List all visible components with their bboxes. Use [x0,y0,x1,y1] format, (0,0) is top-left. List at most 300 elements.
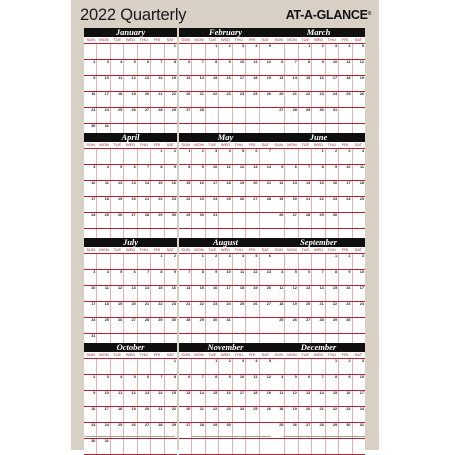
day-cell [192,302,205,317]
day-cell [326,407,339,422]
day-number: 28 [158,423,163,427]
day-cell [219,44,232,59]
weekday-label: TUE [113,247,122,252]
day-number: 25 [279,423,284,427]
day-number: 21 [199,92,204,96]
day-cell [97,270,110,285]
day-cell [326,60,339,75]
day-cell [299,165,312,180]
week-row [272,254,365,270]
day-number: 18 [104,197,109,201]
day-cell [233,149,246,164]
day-number: 11 [253,60,258,64]
day-number: 21 [306,197,311,201]
weekday-label: TUE [301,142,310,147]
day-cell [111,286,124,301]
day-number: 30 [346,423,351,427]
day-cell [353,60,365,75]
day-cell [111,407,124,422]
day-number: 2 [173,149,176,153]
day-cell [233,44,246,59]
day-cell [179,318,192,333]
day-cell [192,213,205,228]
month-name: September [272,238,365,247]
day-number: 29 [158,213,163,217]
day-cell [233,359,246,374]
day-cell [326,76,339,91]
day-cell [246,302,259,317]
day-cell [326,359,339,374]
day-number: 11 [346,60,351,64]
month-day-grid [179,254,272,350]
week-row [179,76,272,92]
day-cell [206,391,219,406]
day-number: 18 [253,391,258,395]
day-number: 19 [253,286,258,290]
day-number: 9 [348,375,351,379]
day-cell [84,407,97,422]
day-cell [84,92,97,107]
weekday-label: SAT [166,142,175,147]
day-number: 21 [292,92,297,96]
day-number: 6 [188,375,191,379]
day-cell [97,286,110,301]
month-march [272,28,365,140]
day-number: 15 [158,181,163,185]
day-cell [192,181,205,196]
day-cell [246,375,259,390]
weekday-label: WED [220,352,231,357]
day-cell [124,318,137,333]
day-cell [326,286,339,301]
day-number: 24 [239,407,245,411]
day-cell [260,92,272,107]
day-number: 18 [226,181,231,185]
weekday-label: FRI [153,37,161,42]
day-number: 5 [281,165,284,169]
weekday-label: THU [234,247,243,252]
day-cell [151,44,164,59]
weekday-label: SAT [261,142,270,147]
day-number: 25 [239,302,245,306]
week-row [84,149,177,165]
day-cell [246,270,259,285]
day-cell [233,391,246,406]
day-cell [219,254,232,269]
day-number: 22 [319,197,324,201]
day-cell [353,318,365,333]
day-cell [272,254,285,269]
day-cell [138,181,151,196]
day-number: 6 [146,60,150,64]
day-number: 27 [186,108,191,112]
footer-fine-print-left [85,436,175,437]
day-number: 11 [104,286,109,290]
day-cell [206,286,219,301]
weekday-label: SUN [181,247,190,252]
day-number: 2 [334,149,338,153]
day-cell [192,375,205,390]
day-cell [111,181,124,196]
day-cell [165,302,177,317]
day-cell [272,270,285,285]
day-number: 17 [91,302,96,306]
day-number: 1 [334,359,338,363]
day-number: 25 [104,318,109,322]
week-row [179,92,272,108]
day-number: 22 [171,407,176,411]
day-cell [97,76,110,91]
day-cell [192,318,205,333]
day-number: 6 [188,60,191,64]
day-cell [312,92,325,107]
weekday-label: TUE [301,37,310,42]
day-number: 4 [281,375,284,379]
day-number: 25 [118,423,123,427]
day-cell [138,213,151,228]
day-cell [312,213,325,228]
week-row [84,270,177,286]
day-cell [84,391,97,406]
day-cell [138,149,151,164]
day-cell [219,108,232,123]
day-cell [97,181,110,196]
day-number: 16 [332,181,338,185]
weekday-label: MON [99,247,109,252]
day-cell [84,286,97,301]
day-cell [233,165,246,180]
day-cell [285,302,298,317]
weekday-label: THU [139,352,148,357]
day-number: 21 [158,407,163,411]
day-cell [165,375,177,390]
day-cell [299,44,312,59]
day-number: 27 [186,423,191,427]
month-name: June [272,133,365,142]
day-cell [97,302,110,317]
day-cell [353,391,365,406]
day-cell [206,254,219,269]
week-row [179,108,272,124]
day-cell [299,254,312,269]
day-number: 17 [213,181,218,185]
day-cell [206,407,219,422]
day-cell [179,302,192,317]
weekday-header-row [272,352,365,359]
weekday-label: SUN [181,352,190,357]
day-cell [84,76,97,91]
day-cell [97,149,110,164]
day-cell [111,254,124,269]
day-cell [124,165,137,180]
day-number: 15 [171,76,176,80]
day-number: 23 [226,92,231,96]
week-row [272,407,365,423]
day-cell [165,213,177,228]
day-number: 3 [334,44,338,48]
day-cell [339,270,352,285]
month-day-grid [272,44,365,140]
day-number: 7 [160,60,163,64]
week-row [272,60,365,76]
day-number: 12 [118,286,123,290]
day-cell [285,270,298,285]
day-cell [260,375,272,390]
week-row [84,60,177,76]
day-cell [260,60,272,75]
day-number: 31 [91,334,96,338]
day-cell [339,108,352,123]
day-number: 19 [292,302,297,306]
weekday-label: MON [194,247,204,252]
day-number: 15 [171,391,176,395]
day-number: 19 [239,181,245,185]
day-number: 15 [319,181,324,185]
day-number: 7 [268,149,271,153]
day-cell [339,391,352,406]
weekday-label: THU [234,37,243,42]
day-number: 5 [255,254,258,258]
day-number: 14 [306,181,311,185]
day-number: 10 [332,60,338,64]
week-row [179,197,272,213]
weekday-header-row [84,247,177,254]
day-cell [138,108,151,123]
day-cell [272,181,285,196]
weekday-label: FRI [153,352,161,357]
weekday-label: SAT [354,352,363,357]
month-name: October [84,343,177,352]
brand-logo: AT-A-GLANCE® [285,8,371,22]
day-cell [179,60,192,75]
day-cell [151,407,164,422]
day-cell [326,302,339,317]
day-number: 28 [199,108,204,112]
day-cell [299,391,312,406]
day-cell [246,407,259,422]
day-number: 1 [160,254,163,258]
day-cell [206,108,219,123]
day-number: 28 [144,318,150,322]
day-cell [179,108,192,123]
day-cell [353,76,365,91]
day-cell [206,270,219,285]
day-cell [233,302,246,317]
day-number: 7 [146,165,150,169]
day-number: 15 [213,391,218,395]
day-cell [339,181,352,196]
day-number: 26 [266,92,271,96]
day-number: 29 [332,423,338,427]
day-cell [353,149,365,164]
day-number: 19 [131,407,136,411]
week-row [179,60,272,76]
day-number: 3 [361,359,364,363]
day-cell [84,213,97,228]
day-number: 9 [228,375,231,379]
day-number: 13 [131,181,136,185]
day-cell [299,407,312,422]
day-number: 13 [306,391,311,395]
day-cell [339,375,352,390]
week-row [272,181,365,197]
day-cell [84,375,97,390]
day-number: 26 [239,197,245,201]
weekday-label: TUE [301,352,310,357]
weekday-label: WED [125,352,136,357]
day-number: 17 [226,286,231,290]
day-number: 11 [279,391,284,395]
day-number: 18 [359,181,364,185]
day-number: 22 [158,302,163,306]
month-name: August [179,238,272,247]
day-number: 30 [226,423,231,427]
week-row [179,165,272,181]
day-cell [353,44,365,59]
day-number: 19 [118,302,123,306]
day-number: 31 [104,124,109,128]
week-row [272,165,365,181]
weekday-label: FRI [341,37,349,42]
day-number: 8 [188,165,191,169]
day-number: 13 [186,391,191,395]
wall-calendar-poster [71,0,379,450]
day-cell [97,254,110,269]
weekday-label: TUE [208,37,217,42]
day-number: 4 [106,270,109,274]
day-cell [326,391,339,406]
day-cell [233,254,246,269]
day-number: 5 [268,44,271,48]
day-number: 12 [266,60,271,64]
weekday-label: TUE [113,352,122,357]
weekday-label: THU [139,37,148,42]
weekday-label: WED [220,37,231,42]
day-cell [151,318,164,333]
day-number: 4 [120,375,123,379]
day-cell [192,254,205,269]
day-cell [192,407,205,422]
week-row [84,254,177,270]
day-cell [246,76,259,91]
week-row [272,197,365,213]
day-cell [84,318,97,333]
week-row [84,375,177,391]
day-cell [326,149,339,164]
day-number: 1 [201,254,204,258]
day-number: 10 [359,375,364,379]
weekday-label: WED [313,37,324,42]
day-number: 9 [321,60,324,64]
day-cell [111,359,124,374]
day-cell [111,108,124,123]
day-number: 21 [158,92,163,96]
day-number: 11 [118,391,123,395]
day-cell [272,318,285,333]
day-cell [151,108,164,123]
day-number: 14 [144,181,150,185]
day-number: 7 [188,270,191,274]
weekday-label: TUE [113,142,122,147]
day-cell [206,302,219,317]
day-cell [299,108,312,123]
day-number: 12 [359,60,364,64]
day-cell [312,302,325,317]
weekday-label: SAT [354,142,363,147]
day-cell [206,181,219,196]
day-cell [260,213,272,228]
week-row [179,44,272,60]
day-number: 14 [186,286,191,290]
day-cell [246,197,259,212]
month-name: January [84,28,177,37]
day-cell [219,92,232,107]
day-number: 5 [268,359,271,363]
day-number: 1 [308,44,311,48]
day-number: 13 [279,76,284,80]
day-number: 14 [199,76,204,80]
day-cell [124,254,137,269]
weekday-header-row [179,352,272,359]
day-number: 27 [253,197,258,201]
day-cell [339,407,352,422]
day-number: 12 [266,375,271,379]
day-number: 30 [171,213,176,217]
weekday-label: SAT [261,37,270,42]
week-row [179,254,272,270]
day-number: 9 [173,165,176,169]
day-number: 24 [359,302,364,306]
day-number: 24 [239,92,245,96]
day-number: 14 [292,76,297,80]
day-number: 24 [104,108,109,112]
day-cell [124,302,137,317]
day-cell [246,181,259,196]
day-cell [326,318,339,333]
day-number: 9 [228,60,231,64]
day-number: 4 [348,44,351,48]
day-number: 16 [346,391,351,395]
day-number: 24 [359,407,364,411]
day-number: 11 [359,165,364,169]
day-number: 29 [171,423,176,427]
day-cell [179,44,192,59]
month-day-grid [179,44,272,140]
day-number: 18 [253,76,258,80]
day-number: 22 [158,197,163,201]
day-cell [272,197,285,212]
weekday-header-row [272,142,365,149]
day-cell [326,92,339,107]
day-number: 29 [306,108,311,112]
day-number: 7 [160,375,163,379]
day-number: 21 [186,302,191,306]
day-cell [353,375,365,390]
day-number: 30 [199,213,204,217]
day-number: 8 [321,165,324,169]
day-cell [165,270,177,285]
day-cell [138,92,151,107]
day-cell [219,76,232,91]
day-number: 22 [306,92,311,96]
day-number: 4 [255,44,258,48]
day-cell [312,254,325,269]
day-cell [353,286,365,301]
day-number: 21 [319,302,324,306]
day-number: 2 [321,44,324,48]
week-row [84,92,177,108]
day-cell [233,108,246,123]
